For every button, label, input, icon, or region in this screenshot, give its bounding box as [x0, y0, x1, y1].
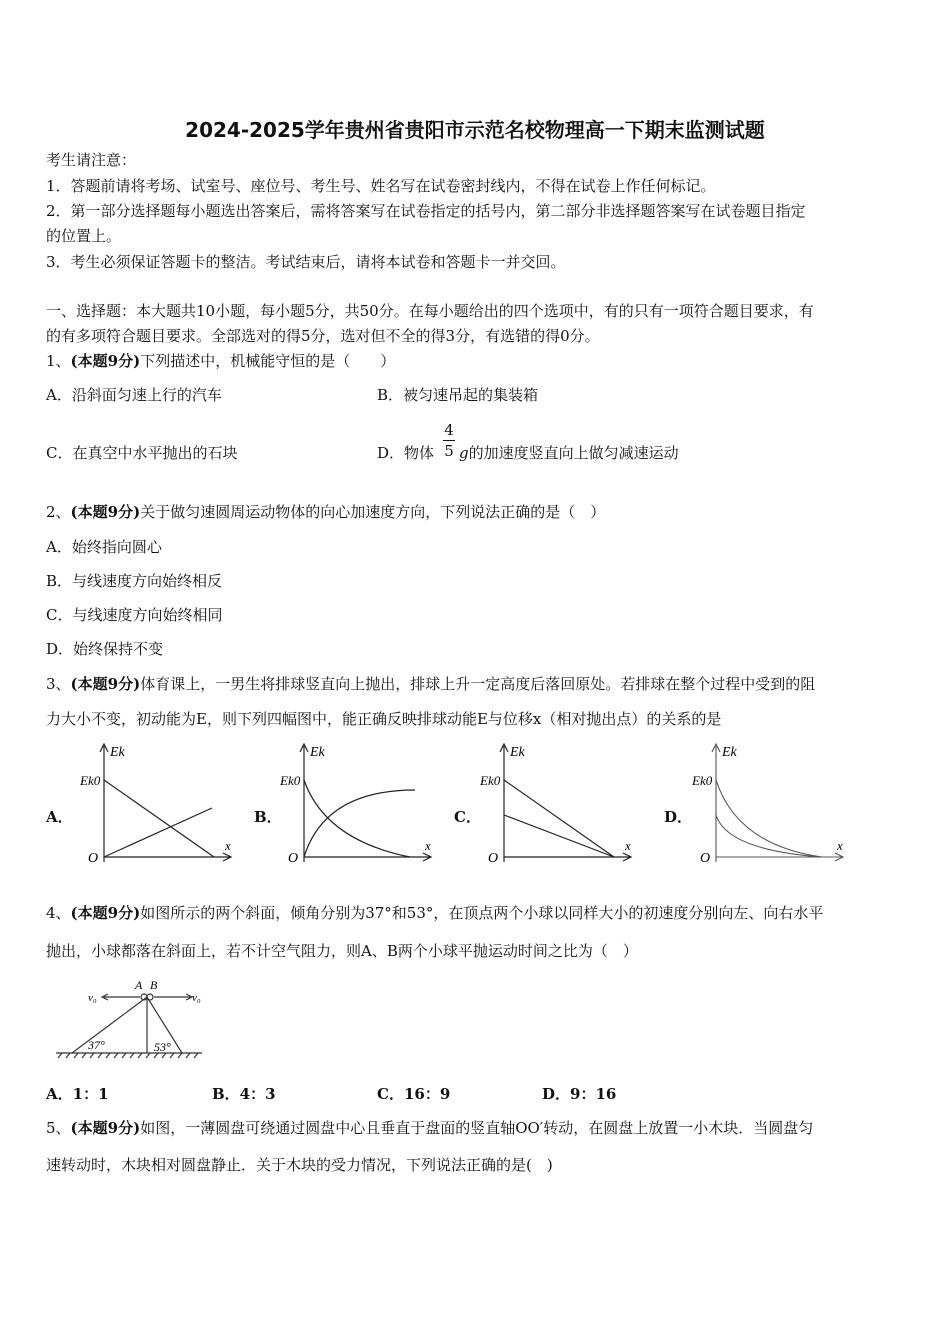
q1-option-a: A．沿斜面匀速上行的汽车 [46, 386, 222, 404]
q2-option-a: A．始终指向圆心 [46, 538, 162, 556]
q4-option-b: B．4：3 [212, 1085, 276, 1103]
section-intro: 一、选择题：本大题共10小题，每小题5分，共50分。在每小题给出的四个选项中，有的只有一项符合题目要求，有 [46, 302, 814, 320]
page-title: 2024-2025学年贵州省贵阳市示范名校物理高一下期末监测试题 [185, 118, 765, 142]
svg-text:Ek0: Ek0 [80, 773, 101, 788]
svg-text:Ek: Ek [510, 745, 525, 760]
q4-option-c: C．16：9 [377, 1085, 451, 1103]
q1-option-c: C．在真空中水平抛出的石块 [46, 444, 238, 462]
svg-text:O: O [700, 851, 711, 866]
q3-stem: 3、(本题9分)体育课上，一男生将排球竖直向上抛出，排球上升一定高度后落回原处。若排球在整个过程中受到的阻 [46, 675, 816, 693]
q4-stem: 4、(本题9分)如图所示的两个斜面，倾角分别为37°和53°，在顶点两个小球以同样大小的初速度分别向左、向右水平 [46, 904, 824, 922]
svg-text:37°: 37° [88, 1038, 105, 1052]
q4-option-d: D．9：16 [542, 1085, 617, 1103]
notice-item: 1．答题前请将考场、试室号、座位号、考生号、姓名写在试卷密封线内，不得在试卷上作任何标记。 [46, 177, 716, 195]
notice-item: 的位置上。 [46, 227, 122, 245]
svg-text:v₀: v₀ [88, 992, 97, 1004]
q3-stem-2: 力大小不变，初动能为E，则下列四幅图中，能正确反映排球动能E与位移x（相对抛出点）的关系的是 [46, 710, 722, 728]
q1-stem: 1、(本题9分)下列描述中，机械能守恒的是（ ） [46, 352, 396, 370]
svg-text:v₀: v₀ [192, 992, 201, 1004]
svg-text:Ek: Ek [110, 745, 125, 760]
graph-d [692, 740, 852, 870]
q5-stem: 5、(本题9分)如图，一薄圆盘可绕通过圆盘中心且垂直于盘面的竖直轴OO′转动，在圆盘上放置一小木块．当圆盘匀 [46, 1119, 814, 1137]
svg-text:A: A [135, 978, 143, 992]
section-intro: 的有多项符合题目要求。全部选对的得5分，选对但不全的得3分，有选错的得0分。 [46, 327, 600, 345]
notice-heading: 考生请注意： [46, 151, 137, 169]
q5-stem-2: 速转动时，木块相对圆盘静止．关于木块的受力情况，下列说法正确的是( ) [46, 1156, 553, 1174]
svg-text:O: O [288, 851, 299, 866]
incline-figure [52, 975, 212, 1060]
svg-text:x: x [225, 838, 231, 853]
svg-text:Ek0: Ek0 [480, 773, 501, 788]
graph-label-d: D． [664, 808, 693, 826]
q2-stem: 2、(本题9分)关于做匀速圆周运动物体的向心加速度方向，下列说法正确的是（ ） [46, 503, 606, 521]
graph-b [280, 740, 440, 870]
graph-label-c: C． [454, 808, 481, 826]
graph-label-a: A． [46, 808, 73, 826]
graph-c [480, 740, 640, 870]
q2-option-d: D．始终保持不变 [46, 640, 164, 658]
graph-label-b: B． [254, 808, 282, 826]
notice-item: 2．第一部分选择题每小题选出答案后，需将答案写在试卷指定的括号内，第二部分非选择题答案写在试卷题目指定 [46, 202, 806, 220]
svg-text:Ek0: Ek0 [280, 773, 301, 788]
svg-text:O: O [488, 851, 499, 866]
q1-option-b: B．被匀速吊起的集装箱 [377, 386, 539, 404]
svg-text:Ek0: Ek0 [692, 773, 713, 788]
q4-stem-2: 抛出，小球都落在斜面上，若不计空气阻力，则A、B两个小球平抛运动时间之比为（ ） [46, 942, 638, 960]
svg-text:x: x [625, 838, 631, 853]
notice-item: 3．考生必须保证答题卡的整洁。考试结束后，请将本试卷和答题卡一并交回。 [46, 253, 566, 271]
svg-text:Ek: Ek [310, 745, 325, 760]
q2-option-c: C．与线速度方向始终相同 [46, 606, 223, 624]
svg-text:B: B [150, 978, 158, 992]
q2-option-b: B．与线速度方向始终相反 [46, 572, 223, 590]
q1-option-d-rest: g的加速度竖直向上做匀减速运动 [459, 444, 679, 462]
graph-a [80, 740, 240, 870]
svg-text:x: x [425, 838, 431, 853]
svg-text:53°: 53° [154, 1040, 171, 1054]
svg-text:O: O [88, 851, 99, 866]
svg-text:Ek: Ek [722, 745, 737, 760]
svg-text:x: x [837, 838, 843, 853]
q1-option-d: D．物体 [377, 444, 435, 462]
q4-option-a: A．1：1 [46, 1085, 109, 1103]
fraction: $\frac{4}{5}$ [444, 421, 454, 460]
